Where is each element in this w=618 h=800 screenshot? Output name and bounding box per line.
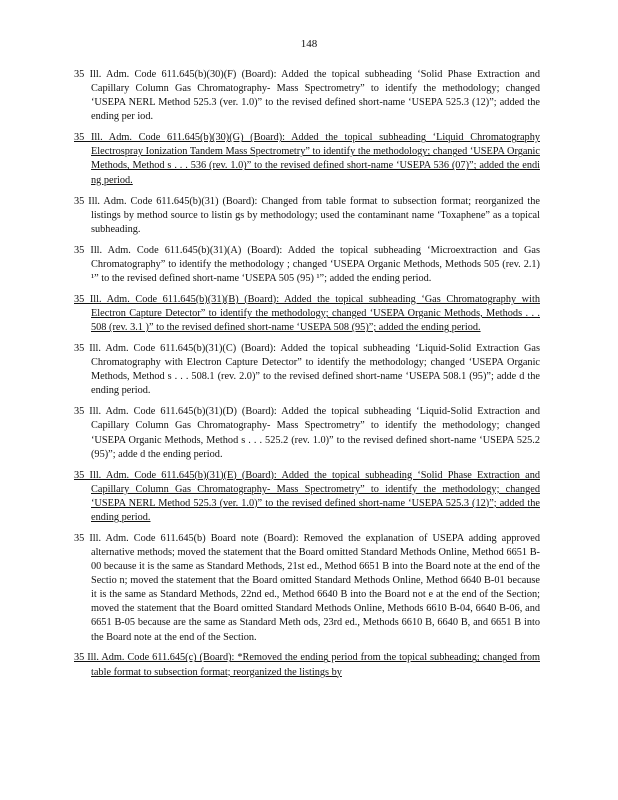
amendment-entry: 35 Ill. Adm. Code 611.645(b)(31)(A) (Board): Added the topical subheading ‘Microextraction and Gas Chromatography” to identify the methodology ; changed ‘USEPA Organic Methods, Methods 505 (rev. 2.1) ¹” to the revised defined short-name ‘USEPA 505 (95) ¹”; added the ending period. (74, 244, 540, 284)
amendment-entry: 35 Ill. Adm. Code 611.645(b)(30)(F) (Board): Added the topical subheading ‘Solid Phase Extraction and Capillary Column Gas Chromatography- Mass Spectrometry” to identify the methodology; changed ‘USEPA NERL Method 525.3 (ver. 1.0)” to the revised defined short-name ‘USEPA 525.3 (12)”; added the ending per iod. (74, 69, 540, 123)
amendment-entry: 35 Ill. Adm. Code 611.645(b)(31) (Board): Changed from table format to subsection format; reorganized the listings by method source to listin gs by methodology; used the contaminant name ‘Toxaphene” as a topical subheading. (74, 195, 540, 235)
amendment-entry: 35 Ill. Adm. Code 611.645(b) Board note (Board): Removed the explanation of USEPA adding approved alternative methods; moved the statement that the Board omitted Standard Methods Online, Method 6651 B-00 because it is the same as Standard Methods, 21st ed., Method 6651 B into the Board note at the end of the Sectio n; moved the statement that the Board omitted Standard Methods Online, Method 6640 B-01 because it is the same as Standard Methods, 22nd ed., Method 6640 B into the Board not e at the end of the Section; moved the statement that the Board omitted Standard Methods Online, Methods 6610 B-04, 6640 B-06, and 6651 B-05 because are the same as Standard Meth ods, 23rd ed., Methods 6610 B, 6640 B, and 6651 B into the Board note at the end of the Section. (74, 532, 540, 643)
amendment-entry: 35 Ill. Adm. Code 611.645(b)(31)(D) (Board): Added the topical subheading ‘Liquid-Solid Extraction and Capillary Column Gas Chromatography- Mass Spectrometry” to identify the methodology; changed ‘USEPA Organic Methods, Method s . . . 525.2 (rev. 1.0)” to the revised defined short-name ‘USEPA 525.2 (95)”; adde d the ending period. (74, 406, 540, 460)
amendment-entries (74, 68, 540, 687)
amendment-entry: 35 Ill. Adm. Code 611.645(b)(31)(C) (Board): Added the topical subheading ‘Liquid-Solid Extraction Gas Chromatography with Electron Capture Detector” to identify the methodology; changed ‘USEPA Organic Methods, Method s . . . 508.1 (rev. 2.0)” to the revised defined short-name ‘USEPA 508.1 (95)”; adde d the ending period. (74, 343, 540, 397)
amendment-entry: 35 Ill. Adm. Code 611.645(b)(31)(E) (Board): Added the topical subheading ‘Solid Phase Extraction and Capillary Column Gas Chromatography- Mass Spectrometry” to identify the methodology; changed ‘USEPA NERL Method 525.3 (ver. 1.0)” to the revised defined short-name ‘USEPA 525.3 (12)”; added the ending period. (74, 469, 540, 523)
amendment-entry: 35 Ill. Adm. Code 611.645(b)(31)(B) (Board): Added the topical subheading ‘Gas Chromatography with Electron Capture Detector” to identify the methodology; changed ‘USEPA Organic Methods, Methods . . . 508 (rev. 3.1 )” to the revised defined short-name ‘USEPA 508 (95)”; added the ending period. (74, 293, 540, 334)
amendment-entry: 35 Ill. Adm. Code 611.645(b)(30)(G) (Board): Added the topical subheading ‘Liquid Chromatography Electrospray Ionization Tandem Mass Spectrometry” to identify the methodology; changed ‘USEPA Organic Methods, Method s . . . 536 (rev. 1.0)” to the revised defined short-name ‘USEPA 536 (07)”; added the endi ng period. (74, 132, 540, 186)
page-number: 148 (300, 38, 318, 50)
amendment-entry: 35 Ill. Adm. Code 611.645(c) (Board): *Removed the ending period from the topical subheading; changed from table format to subsection format; reorganized the listings by (74, 652, 540, 678)
